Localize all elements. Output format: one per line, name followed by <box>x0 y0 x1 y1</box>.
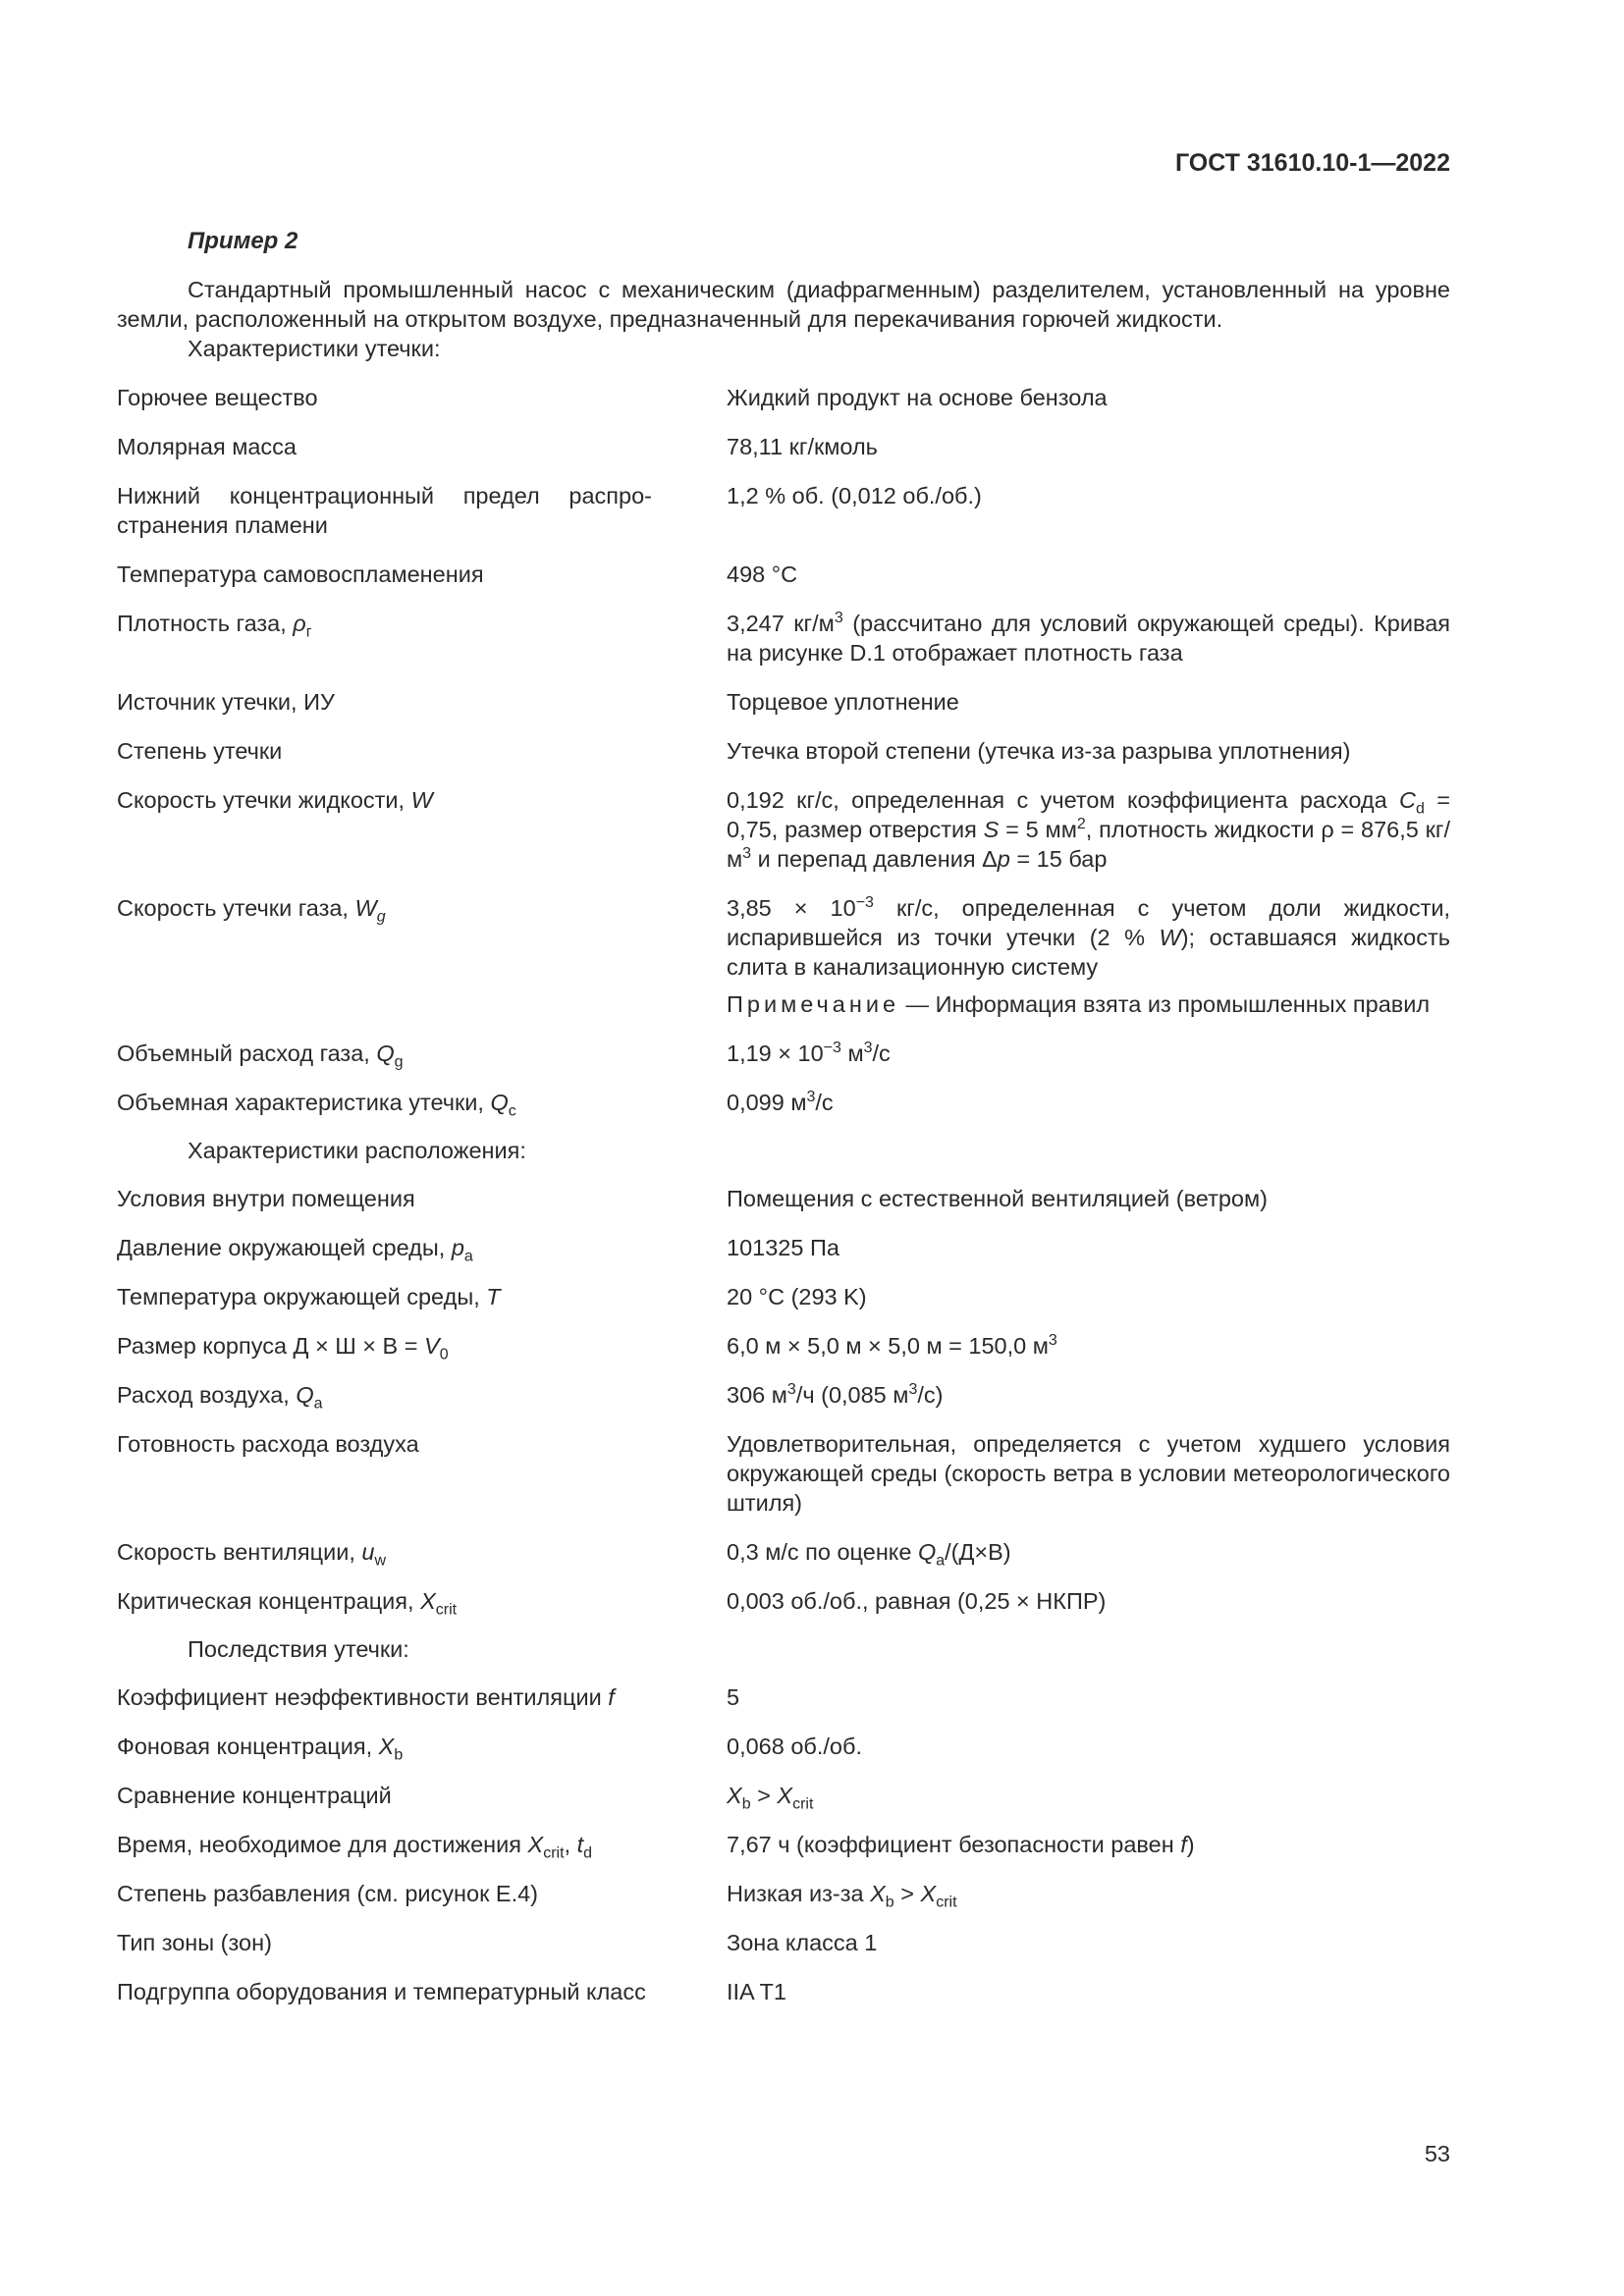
row-value: 20 °C (293 K) <box>727 1284 867 1309</box>
leak-section-label: Характеристики утечки: <box>188 336 441 361</box>
consequences-section-label: Последствия утечки: <box>188 1636 409 1662</box>
row-label: Фоновая концентрация, $X_b$ <box>117 1734 404 1764</box>
row-value: $X_b > X_{crit}$ <box>727 1783 814 1813</box>
row-value: 0,068 об./об. <box>727 1734 862 1759</box>
table-row <box>117 1083 1450 1132</box>
table-row <box>117 1532 1450 1581</box>
row-value: IIA T1 <box>727 1979 786 2004</box>
row-label: Готовность расхода воздуха <box>117 1431 419 1457</box>
row-value: 0,192 кг/с, определенная с учетом коэффициента расхода $C_d = 0,75$, размер отверстия S = 5 $мм^2$, плотность жидкости ρ = 876,5 $кг/м^3$ и перепад давления Δp = 15 бар <box>727 787 1451 872</box>
document-id: ГОСТ 31610.10-1—2022 <box>1174 149 1450 177</box>
table-row <box>117 1581 1450 1630</box>
row-value: 78,11 кг/кмоль <box>727 434 878 459</box>
example-title: Пример 2 <box>188 228 298 254</box>
row-label: Температура окружающей среды, T <box>117 1284 501 1309</box>
section-heading-row <box>117 1630 1450 1678</box>
table-row <box>117 1179 1450 1228</box>
table-row <box>117 427 1450 476</box>
table-row <box>117 1326 1450 1375</box>
row-label: Степень разбавления (см. рисунок Е.4) <box>117 1881 538 1906</box>
page-number: 53 <box>1424 2141 1450 2166</box>
row-label: Объемная характеристика утечки, $Q_c$ <box>117 1090 516 1120</box>
table-row <box>117 682 1450 731</box>
table-row <box>117 731 1450 780</box>
row-label: Скорость утечки газа, $W_g$ <box>117 895 386 926</box>
row-value: 6,0 м × 5,0 м × 5,0 м = 150,0 $м^3$ <box>727 1332 1057 1359</box>
row-value: Помещения с естественной вентиляцией (ветром) <box>727 1186 1268 1211</box>
row-value: $1,19 \times 10^{-3}$ $м^3/с$ <box>727 1040 891 1066</box>
row-value: Зона класса 1 <box>727 1930 878 1955</box>
row-label: Размер корпуса $Д \times Ш \times В = V_0$ <box>117 1333 449 1363</box>
row-label: Критическая концентрация, $X_{crit}$ <box>117 1588 458 1619</box>
row-value: 0,003 об./об., равная (0,25 × НКПР) <box>727 1588 1107 1614</box>
row-label: Давление окружающей среды, $p_a$ <box>117 1235 473 1265</box>
row-value: $3,85 \times 10^{-3}$ кг/с, определенная с учетом доли жидкости, испарившейся из точки утечки (2 % W); оставшаяся жидкость слита в канализационную систему Примечание — Информация взята из промышленных правил <box>727 894 1450 1017</box>
row-label: Коэффициент неэффективности вентиляции f <box>117 1684 615 1710</box>
row-label: Температура самовоспламенения <box>117 561 484 587</box>
row-value: Удовлетворительная, определяется с учетом худшего условия окружающей среды (скорость ветра в условии метеорологического штиля) <box>727 1431 1450 1516</box>
row-label: Нижний концентрационный предел распро-странения пламени <box>117 483 652 538</box>
row-label: Подгруппа оборудования и температурный класс <box>117 1979 646 2004</box>
row-value: Торцевое уплотнение <box>727 689 959 715</box>
row-value: 101325 Па <box>727 1235 839 1260</box>
table-row <box>117 1375 1450 1424</box>
intro-description: Стандартный промышленный насос с механическим (диафрагменным) разделителем, установленный на уровне земли, расположенный на открытом воздухе, предназначенный для перекачивания горючей жидкости. <box>117 277 1450 332</box>
table-row <box>117 780 1450 888</box>
table-row <box>117 1825 1450 1874</box>
row-value: Утечка второй степени (утечка из-за разрыва уплотнения) <box>727 738 1351 764</box>
table-row <box>117 1776 1450 1825</box>
table-row <box>117 1874 1450 1923</box>
row-value: 3,247 $кг/м^3$ (рассчитано для условий окружающей среды). Кривая на рисунке D.1 отображает плотность газа <box>727 610 1451 666</box>
row-label: Плотность газа, $\rho_г$ <box>117 611 312 641</box>
table-row <box>117 888 1450 1034</box>
row-value: 0,099 $м^3/с$ <box>727 1089 834 1115</box>
table-row <box>117 1424 1450 1532</box>
table-row <box>117 555 1450 604</box>
row-label: Степень утечки <box>117 738 283 764</box>
table-row <box>117 1678 1450 1727</box>
row-value: 1,2 % об. (0,012 об./об.) <box>727 483 982 508</box>
table-row <box>117 1277 1450 1326</box>
row-value: 7,67 ч (коэффициент безопасности равен f) <box>727 1832 1195 1857</box>
row-label: Молярная масса <box>117 434 297 459</box>
table-row <box>117 1727 1450 1776</box>
row-label: Тип зоны (зон) <box>117 1930 272 1955</box>
table-row <box>117 1228 1450 1277</box>
row-label: Источник утечки, ИУ <box>117 689 335 715</box>
table-row <box>117 604 1450 682</box>
parameters-table <box>117 378 1450 2021</box>
row-value: 306 $м^3/ч$ (0,085 $м^3/с$) <box>727 1381 944 1408</box>
table-row <box>117 378 1450 427</box>
section-heading-row <box>117 1132 1450 1179</box>
intro <box>117 275 1450 363</box>
note: Примечание — Информация взята из промышленных правил <box>727 991 1431 1017</box>
row-value: Низкая из-за $X_b > X_{crit}$ <box>727 1881 957 1911</box>
table-row <box>117 1923 1450 1972</box>
row-label: Горючее вещество <box>117 385 318 410</box>
row-value: 498 °C <box>727 561 798 587</box>
row-label: Объемный расход газа, $Q_g$ <box>117 1041 404 1071</box>
row-value: 0,3 м/с по оценке $Q_a/(Д\times В)$ <box>727 1539 1011 1570</box>
row-label: Скорость утечки жидкости, W <box>117 787 433 813</box>
row-label: Условия внутри помещения <box>117 1186 415 1211</box>
row-label: Расход воздуха, $Q_a$ <box>117 1382 323 1413</box>
row-label: Скорость вентиляции, $u_w$ <box>117 1539 387 1570</box>
row-value: 5 <box>727 1684 740 1710</box>
table-row <box>117 1972 1450 2021</box>
row-label: Время, необходимое для достижения $X_{crit}$, $t_d$ <box>117 1832 593 1862</box>
location-section-label: Характеристики расположения: <box>188 1138 526 1163</box>
table-row <box>117 1034 1450 1083</box>
table-row <box>117 476 1450 555</box>
row-value: Жидкий продукт на основе бензола <box>727 385 1108 410</box>
row-label: Сравнение концентраций <box>117 1783 392 1808</box>
